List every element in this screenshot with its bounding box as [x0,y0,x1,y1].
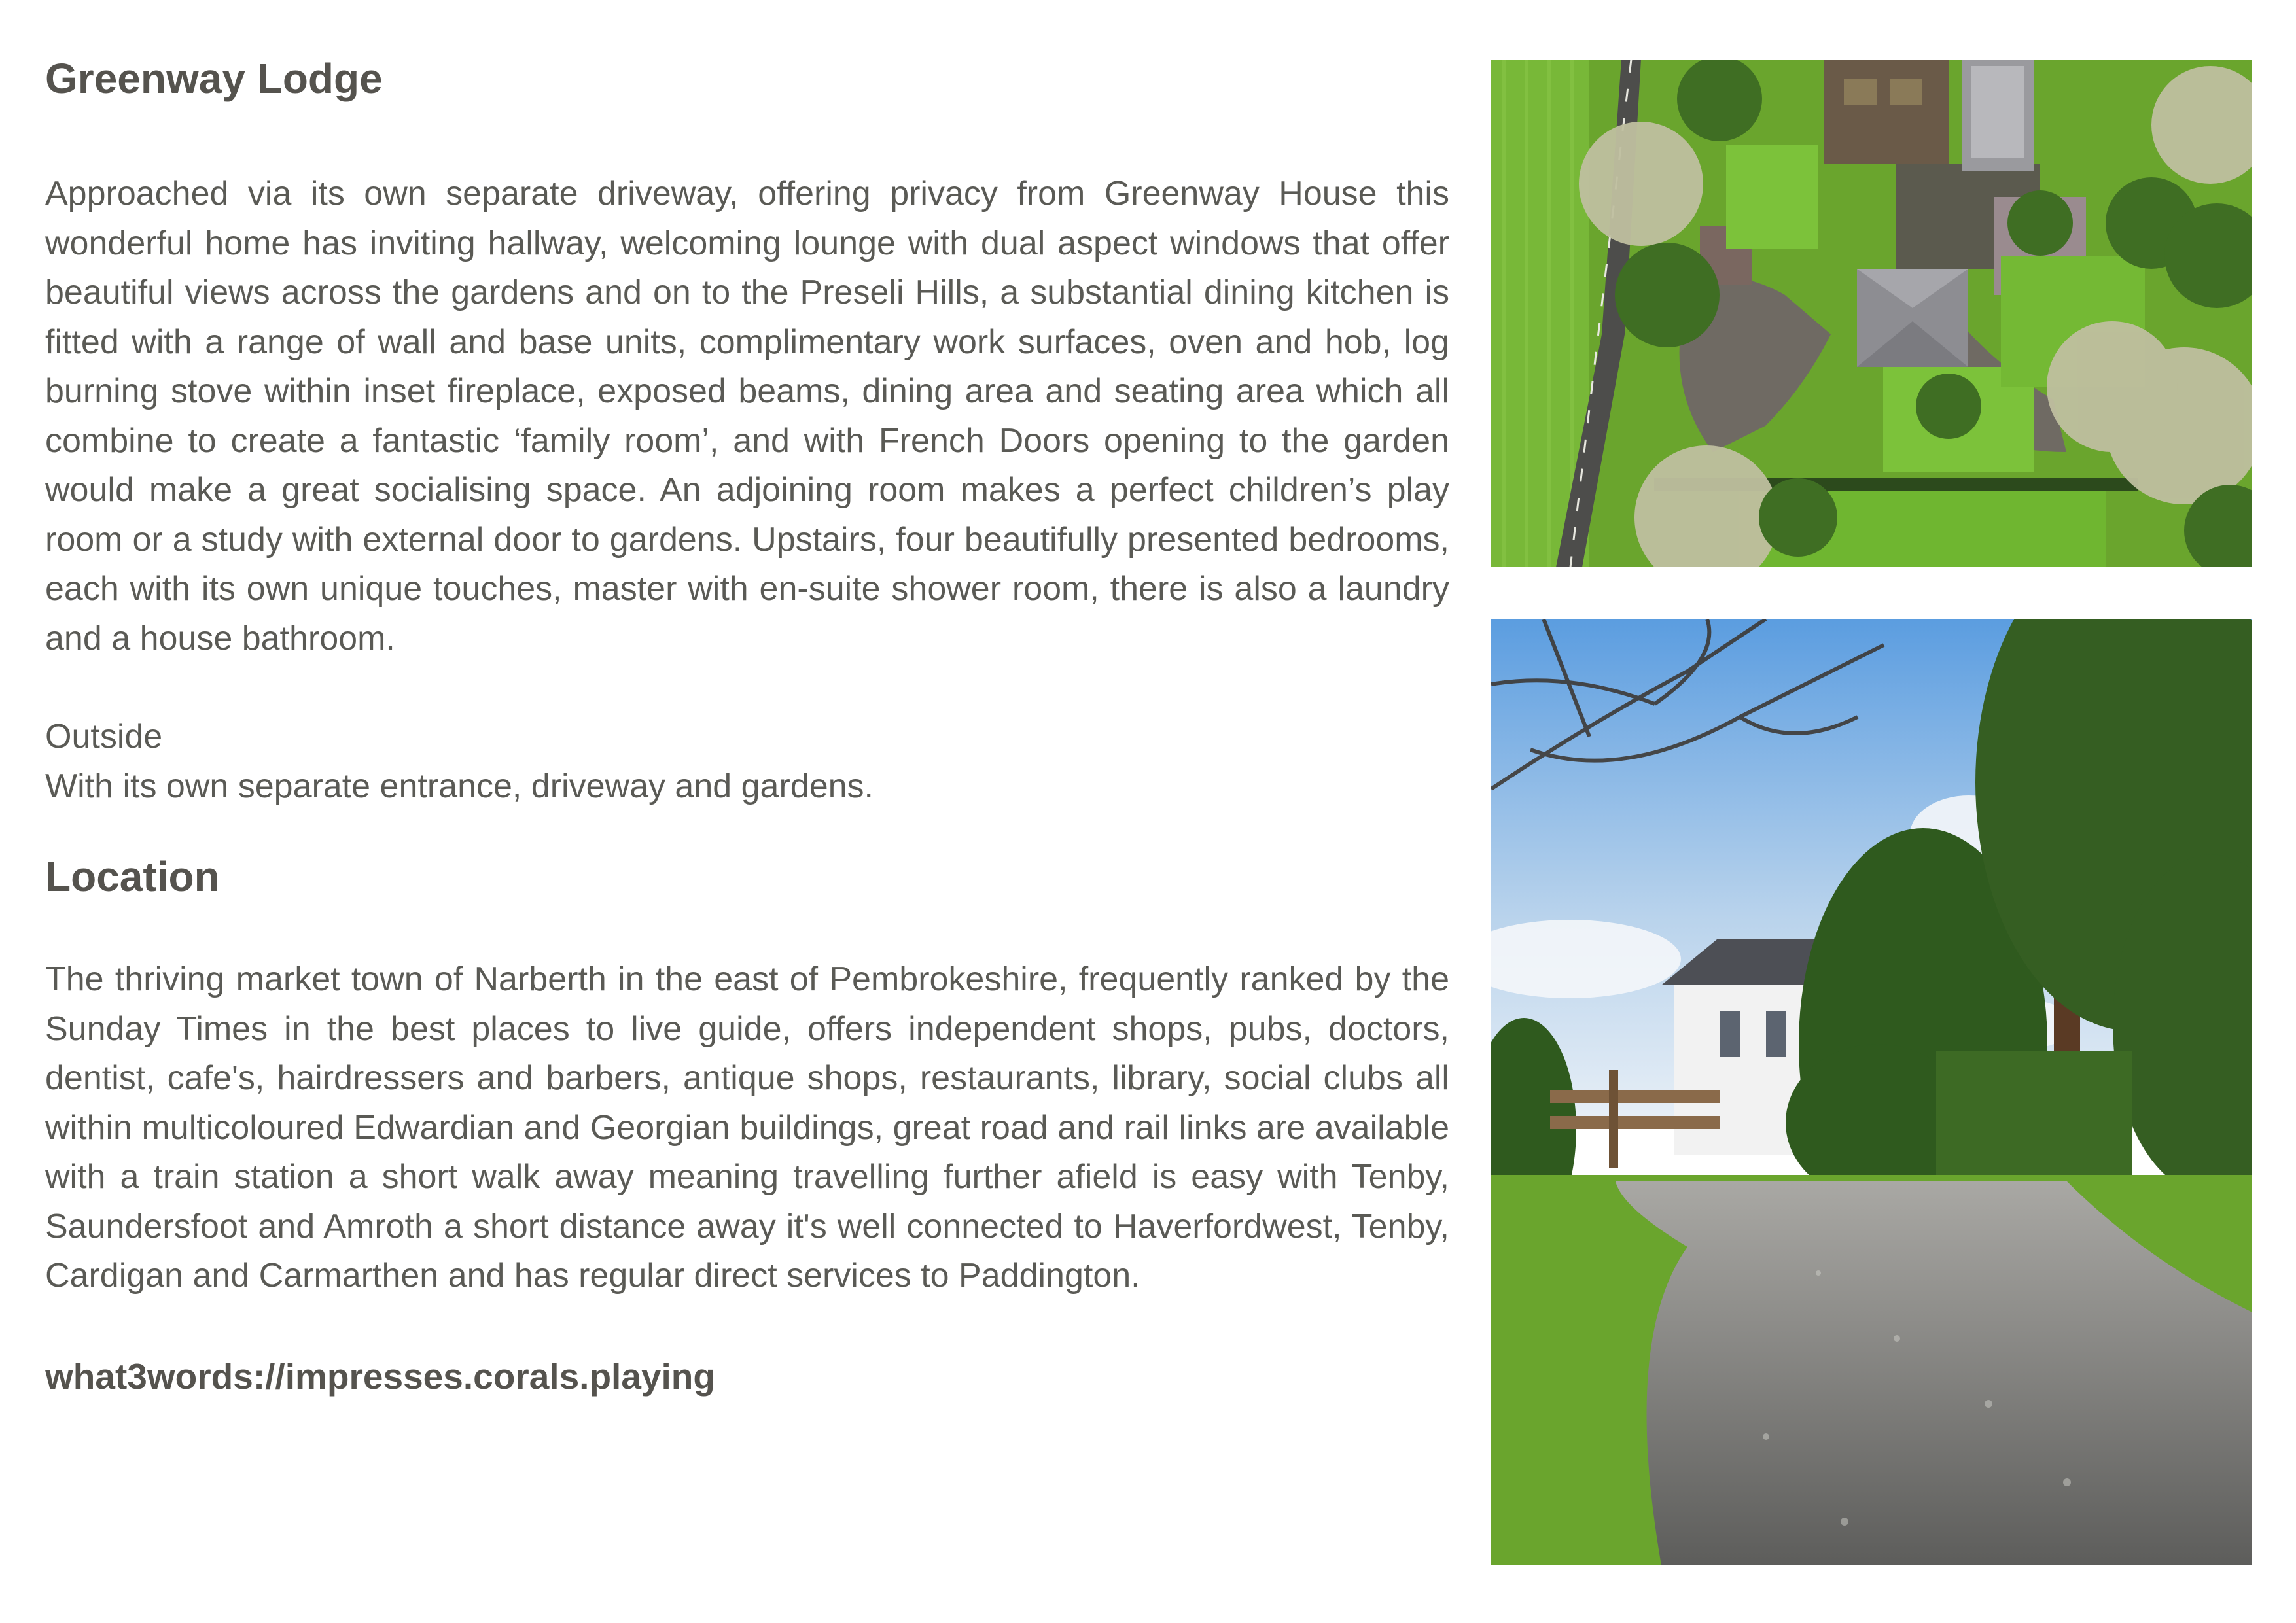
location-heading: Location [45,853,220,900]
what3words-address: what3words://impresses.corals.playing [45,1355,715,1397]
location-description: The thriving market town of Narberth in the east of Pembrokeshire, frequently ranked by the Sunday Times in the best places to live guide, offers independent shops, pubs, doctors, dentist, cafe's, hairdressers and barbers, antique shops, restaurants, library, social clubs all within multicoloured Edwardian and Georgian buildings, great road and rail links are available with a train station a short walk away meaning travelling further afield is easy with Tenby, Saundersfoot and Amroth a short distance away it's well connected to Haverfordwest, Tenby, Cardigan and Carmarthen and has regular direct services to Paddington. [45,960,1449,1295]
driveway-photo [1491,619,2252,1565]
property-description [45,52,1449,1403]
lodge-description: Approached via its own separate driveway, offering privacy from Greenway House this wonderful home has inviting hallway, welcoming lounge with dual aspect windows that offer beautiful views across the gardens and on to the Preseli Hills, a substantial dining kitchen is fitted with a range of wall and base units, complimentary work surfaces, oven and hob, log burning stove within inset fireplace, exposed beams, dining area and seating area which all combine to create a fantastic ‘family room’, and with French Doors opening to the garden would make a great socialising space. An adjoining room makes a perfect children’s play room or a study with external door to gardens. Upstairs, four beautifully presented bedrooms, each with its own unique touches, master with en-suite shower room, there is also a laundry and a house bathroom. [45,175,1449,657]
page-title: Greenway Lodge [45,55,383,102]
aerial-photo [1491,60,2252,567]
outside-label: Outside [45,718,163,756]
outside-text: With its own separate entrance, driveway and gardens. [45,767,874,805]
